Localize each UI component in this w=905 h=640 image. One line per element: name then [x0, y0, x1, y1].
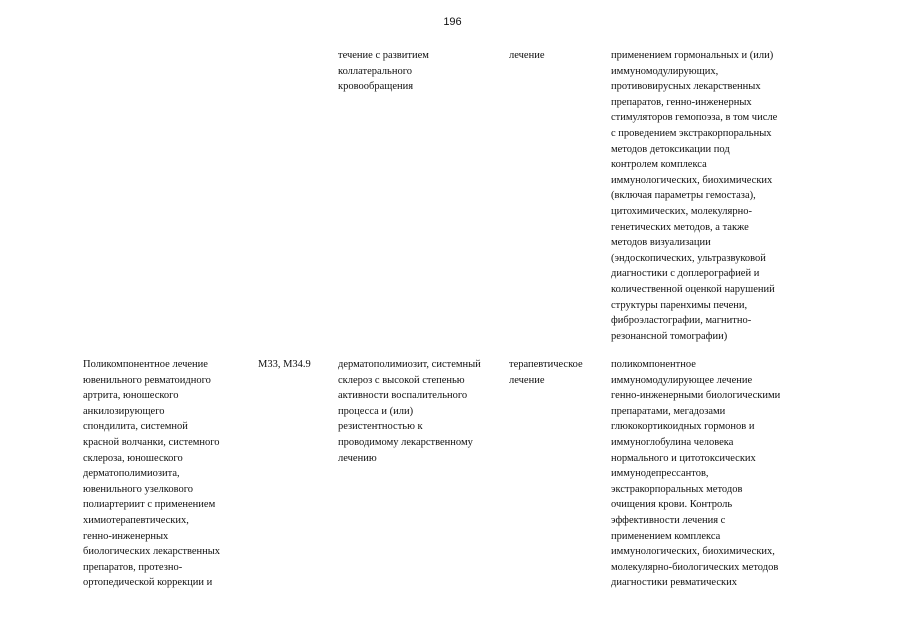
page-number: 196 [443, 16, 462, 28]
row-2-codes: M33, M34.9 [258, 359, 311, 370]
row-2-treatment-method: поликомпонентное иммуномодулирующее лечение генно-инженерными биологическими препаратами, мегадозами глюкокортикоидных гормонов и иммуноглобулина человека нормального и цитотоксических иммунодепрессантов, экстракорпоральных методов очищения крови. Контроль эффективности лечения с применением комплекса иммунологических, биохимических, молекулярно-биологических методов диагностики ревматических [611, 359, 781, 589]
row-1-treatment-method: применением гормональных и (или) иммуномодулирующих, противовирусных лекарственных препаратов, генно-инженерных стимуляторов гемопоэза, в том числе с проведением экстракорпоральных методов детоксикации под контролем комплекса иммунологических, биохимических (включая параметры гемостаза), цитохимических, молекулярно- генетических методов, а также методов визуализации (эндоскопических, ультразвуковой диагностики с доплерографией и количественной оценкой нарушений структуры паренхимы печени, фиброэластографии, магнитно- резонансной томографии) [611, 50, 778, 342]
row-2-patient-model: дерматополимиозит, системный склероз с высокой степенью активности воспалительного процесса и (или) резистентностью к проводимому лекарственному лечению [338, 359, 481, 464]
row-1-treatment-type: лечение [509, 50, 545, 61]
row-2-treatment-type: терапевтическое лечение [509, 359, 583, 386]
row-2-name: Поликомпонентное лечение ювенильного ревматоидного артрита, юношеского анкилозирующего спондилита, системной красной волчанки, системного склероза, юношеского дерматополимиозита, ювенильного узелкового полиартериит с применением химиотерапевтических, генно-инженерных биологических лекарственных препаратов, протезно- ортопедической коррекции и [83, 359, 221, 589]
row-1-patient-model: течение с развитием коллатерального кровообращения [338, 50, 429, 93]
